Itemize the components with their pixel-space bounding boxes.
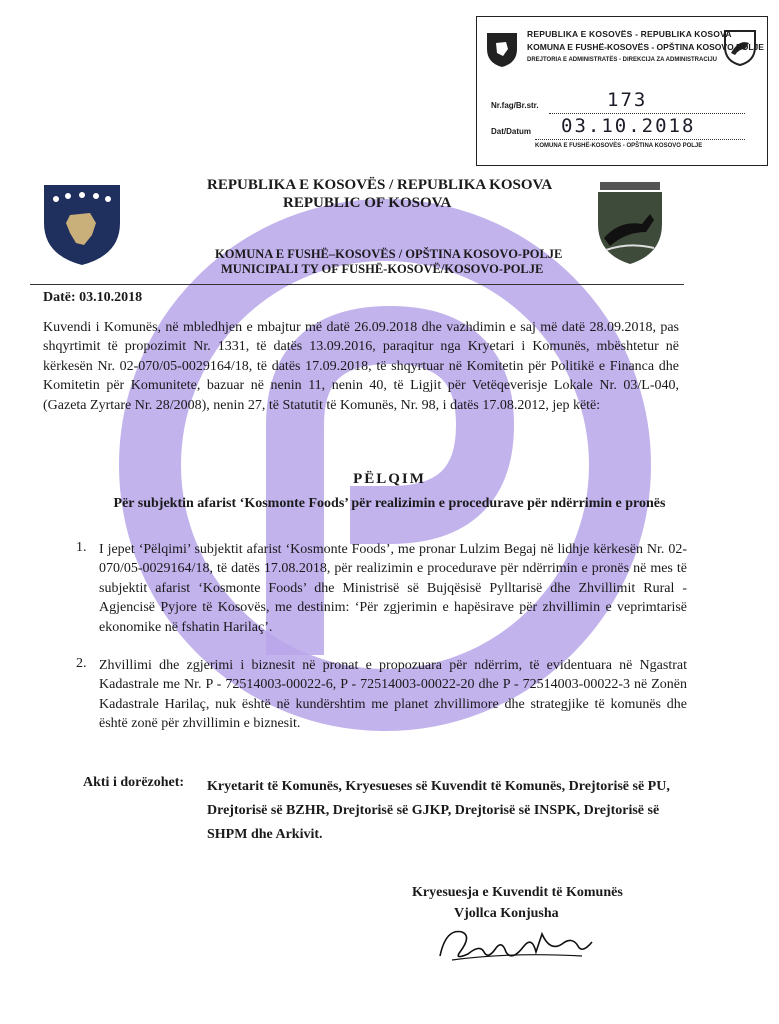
registry-stamp bbox=[476, 16, 768, 166]
signatory-name: Vjollca Konjusha bbox=[454, 906, 559, 921]
document-subtitle: Për subjektin afarist ‘Kosmonte Foods’ për realizimin e procedurave për ndërrimin e pronës bbox=[113, 496, 666, 511]
stamp-date-value: 03.10.2018 bbox=[561, 115, 696, 137]
stamp-line-3: DREJTORIA E ADMINISTRATËS - DIREKCIJA ZA ADMINISTRACIJU bbox=[527, 57, 718, 63]
document-date: Datë: 03.10.2018 bbox=[43, 290, 143, 305]
item-number: 1. bbox=[76, 540, 87, 555]
item-number: 2. bbox=[76, 656, 87, 671]
item-text: Zhvillimi dhe zgjerimi i biznesit në pronat e propozuara për ndërrim, të evidentuara në Ngastrat Kadastrale me Nr. P - 72514003-00022-6, P - 72514003-00022-20 dhe P - 72514003-00022-3 në Zonën Kadastrale Harilaç, nuk është në kundërshtim me planet zhvillimore dhe strategjike të komunës dhe është zonë për zhvillimin e biznesit. bbox=[99, 658, 687, 732]
recipients-list: Kryetarit të Komunës, Kryesueses së Kuvendit të Komunës, Drejtorisë së PU, Drejtorisë së BZHR, Drejtorisë së GJKP, Drejtorisë së INSPK, Drejtorisë së SHPM dhe Arkivit. bbox=[207, 779, 670, 842]
document-title: PËLQIM bbox=[353, 471, 426, 487]
stamp-footer: KOMUNA E FUSHË-KOSOVËS - OPŠTINA KOSOVO POLJE bbox=[535, 143, 703, 149]
header-municipality: KOMUNA E FUSHË–KOSOVËS / OPŠTINA KOSOVO-POLJE bbox=[215, 247, 563, 261]
recipients-label: Akti i dorëzohet: bbox=[83, 775, 185, 790]
stamp-number-value: 173 bbox=[607, 89, 648, 111]
header-republic: REPUBLIKA E KOSOVËS / REPUBLIKA KOSOVA bbox=[207, 177, 553, 193]
kosovo-emblem-icon bbox=[485, 29, 519, 69]
stamp-date-line bbox=[535, 139, 745, 140]
intro-paragraph: Kuvendi i Komunës, në mbledhjen e mbajtur më datë 26.09.2018 dhe vazhdimin e saj më datë 28.09.2018, pas shqyrtimit të propozimit Nr. 1331, të datës 13.09.2016, paraqitur nga Kryetari i Komunës, mbështetur në kërkesën Nr. 02-070/05-0029164/18, të datës 17.09.2018, të shqyrtuar në Komitetin për Politikë e Financa dhe Komitetin për Komunitete, bazuar në nenin 11, nenin 40, të Ligjit për Vetëqeverisje Lokale Nr. 03/L-040, (Gazeta Zyrtare Nr. 28/2008), nenin 27, të Statutit të Komunës, Nr. 98, i datës 17.08.2012, jep këtë: bbox=[43, 320, 679, 413]
item-text: I jepet ‘Pëlqimi’ subjektit afarist ‘Kosmonte Foods’, me pronar Lulzim Begaj në lidhje kërkesën Nr. 02-070/05-0029164/18, të datës 17.08.2018, për realizimin e procedurave për ndërrimin e pronës në mes të subjektit afarist ‘Kosmonte Foods’ dhe Ministrisë së Bujqësisë Pylltarisë dhe Zhvillimit Rural - Agjencisë Pyjore të Kosovës, me destinim: ‘Për zgjerimin e hapësirave për zhvillimin e veprimtarisë ekonomike në fshatin Harilaç’. bbox=[99, 542, 687, 635]
header-divider bbox=[30, 284, 684, 285]
municipality-coat-of-arms-icon bbox=[596, 180, 664, 266]
stamp-line-1: REPUBLIKA E KOSOVËS - REPUBLIKA KOSOVA bbox=[527, 29, 732, 39]
stamp-number-label: Nr.fag/Br.str. bbox=[491, 101, 539, 110]
stamp-line-2: KOMUNA E FUSHË-KOSOVËS - OPŠTINA KOSOVO POLJE bbox=[527, 42, 764, 52]
stamp-number-line bbox=[549, 113, 745, 114]
handwritten-signature bbox=[432, 922, 602, 964]
signatory-title: Kryesuesja e Kuvendit të Komunës bbox=[412, 885, 623, 900]
header-municipality-en: MUNICIPALI TY OF FUSHË-KOSOVË/KOSOVO-POLJE bbox=[221, 262, 544, 276]
kosovo-coat-of-arms-icon bbox=[42, 183, 122, 267]
stamp-date-label: Dat/Datum bbox=[491, 127, 532, 136]
header-republic-en: REPUBLIC OF KOSOVA bbox=[283, 195, 452, 211]
